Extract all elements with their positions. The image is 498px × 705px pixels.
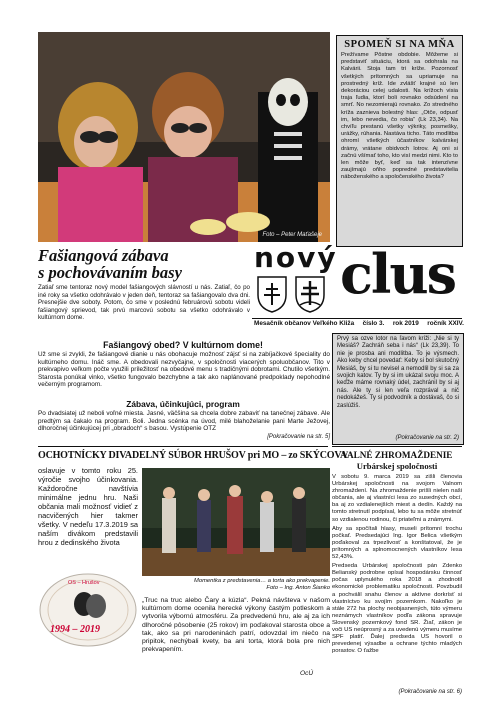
vz-rule xyxy=(332,446,462,447)
vz-body xyxy=(332,474,462,657)
spomen-title: SPOMEŇ SI NA MŇA xyxy=(344,39,455,50)
divadlo-quote: „Truc na truc alebo Čary a kúzla“. Pekná návšteva v našom kultúrnom dome ocenila herecké výkony častým potleskom a vytvorila výbornú atmosféru. Za predvedenú hru, ale aj za ich dlhoročné pôsobenie (25 rokov) im poďakoval starosta obce a tak, ako sa pri narodeninách patrí, odovzdal im niečo na pripitok, nechýbali kvety, ba ani torta, ktorá bola pre nich prekvapením. xyxy=(142,597,330,654)
masthead-volume: ročník XXIV. xyxy=(427,320,464,327)
cake-years: 1994 – 2019 xyxy=(50,624,100,635)
photo-credit: Foto – Peter Maťašeje xyxy=(262,232,322,238)
cake-text: OS – Hrušov xyxy=(68,580,100,586)
cake-photo xyxy=(38,566,138,648)
divadlo-lead: oslavuje v tomto roku 25. výročie svojho účinkovania. Každoročne navštívia minimálne jednu hru. Naši občania mali možnosť vidieť z nacvičených hier takmer všetky. V nedeľu 17.3.2019 sa naším divákom predstavili hrou z dedinského života xyxy=(38,466,138,547)
masthead-word-novy: nový xyxy=(254,241,338,274)
cross-emblem-icon xyxy=(294,275,326,313)
lotor-cont: (Pokračovanie na str. 2) xyxy=(395,435,459,441)
masthead-issue: číslo 3. xyxy=(362,320,385,327)
carnival-photo xyxy=(38,32,330,242)
lotor-box xyxy=(332,333,464,445)
zabava-title: Zábava, účinkujúci, program xyxy=(126,399,240,409)
zabava-cont: [Pokračovanie na str. 5] xyxy=(267,434,330,440)
theatre-caption xyxy=(142,578,330,592)
vz-title-line1: VALNÉ ZHROMAŽDENIE xyxy=(341,450,453,460)
cake-image xyxy=(38,566,138,648)
fasiang-body: Zatiaľ sme tentoraz nový model fašiangových slávností u nás. Zatiaľ, čo po iné roky sa všetko odohrávalo v jeden deň, tentoraz sa fašiangovalo dva dni. Presnejšie dve soboty. Potom, čo sme v poslednú februárovú sobotu videli fašiangový sprievod, tak prvú marcovú sobotu sa všetko odohrávalo v kultúrnom dome. xyxy=(38,284,250,321)
theatre-caption-text: Momentka z predstavenia… a torta ako prekvapenie. xyxy=(194,578,330,584)
lotor-body: Prvý sa ozve lotor na ľavom kríži: „Nie si ty Mesiáš? Zachráň seba i nás“ (Lk 23,39). To nie je prosba ani modlitba. To je výsmech. Ako keby chcel povedať: Keby si bol skutočný Mesiáš, by si tu nevisel a nemodlil by si sa za svojich katov. Ty by si im ukázal svoju moc. A keďže máme rovnaký údel, zachránil by si aj nás. Ale ty si len veľa rozprával a nič nedokážeš. Ty si podvodník a dostávaš, čo si zaslúžiš. xyxy=(337,336,459,409)
masthead xyxy=(252,241,462,320)
spomen-box xyxy=(336,35,463,247)
obed-body: Už sme si zvykli, že fašiangové dianie u nás obohacuje možnosť zájsť si na zabíjačkové špeciality do kultúrneho domu. Ináč sme. A obedovali nezvyčajne, v spoločnosti viacerých spoluobčanov. Tito v prekvapivo veľkom počte využili príležitosť na obedové menu s tradičnými dobrotami. Chutilo všetkým. Starosta ponúkal vinko, všetko fungovalo bezchybne a tak ako naplánované predpoklady nepohodlné večerným programom. xyxy=(38,351,330,389)
fasiang-title-line2: s pochovávaním basy xyxy=(38,263,182,282)
divadlo-rule xyxy=(38,446,328,447)
spomen-body: Prežívame Pôstne obdobie. Môžeme si predstaviť situáciu, ktorá sa odohrala na Kalvárii. Stoja tam tri kríže. Pozornosť všetkých prítomných sa upriamuje na prostredný kríž. Ide zvlášť krajné sú len dekoráciou celej udalosti. Na krížoch visia traja ľudia, ktorí boli rovnako odsúdení na smrť. No nezomierajú rovnako. Zo stredného kríža zaznieva bolestný hlas: „Otče, odpusť im, lebo nevedia, čo robia“ (Lk 23,34). Na chvíľu prestanú všetky výkriky, posmešky, urážky, rúhania. Nastáva ticho. Táto modlitba ohromí všetkých účastníkov kalvárskej drámy, vrátane obidvoch lotrov. Aj oni si začnú všímať toho, kto visí medzi nimi. Kto to len môže byť, keď sa tak intenzívne zaujímajú oňho popredné predstavitelia náboženského a spoločenského života? xyxy=(341,52,458,181)
coat-of-arms-icon xyxy=(256,275,288,313)
vz-cont: (Pokračovanie na str. 6) xyxy=(398,689,462,695)
masthead-subtitle: Mesačník občanov Veľkého Kliža xyxy=(254,320,355,327)
theatre-caption-credit: Foto – Ing. Anton Šianko xyxy=(266,585,330,591)
divadlo-author: OcÚ xyxy=(300,670,314,677)
obed-title: Fašiangový obed? V kultúrnom dome! xyxy=(103,340,263,350)
vz-title xyxy=(332,450,462,472)
vz-title-line2: Urbárskej spoločnosti xyxy=(356,461,438,471)
fasiang-title-line1: Fašiangová zábava xyxy=(38,246,169,265)
zabava-body: Po dvadsiatej už neboli voľné miesta. Jasné, väčšina sa chcela dobre zabaviť na tanečnej zábave. Ale predtým sa čakalo na program. Boli. Jedna scénka na úvod, milé blahoželanie pani Marte Ježovej, dlhoročnej účinkujúcej pri „obradoch“ s basou. Vystúpenie OTZ xyxy=(38,410,330,433)
fasiang-title xyxy=(38,247,248,281)
vz-p3: Predseda Urbárskej spoločnosti pán Zdenko Belianský podrobne opísal hospodársku činnosť počas uplynulého roka 2018 a zhodnotil ekonomické problematiku spoločnosti. Povzbudil a pochválil snahu členov a aktívne dorkrísť si vlastníctvo ku svojím pozemkom. Nakoľko je stále 272 ha plochy neobjasnených, túto výmeru neznámych vlastníkov podľa zákona spravuje Slovenský pozemkový fond SR. Žiaľ, zákon je voči US neúprosný a za uvedenú výmeru musíme SPF platiť. Ďalej predseda US hovoril o prevedenej výsadbe a ochrane týchto mladých porastov. O ťažbe xyxy=(332,563,462,655)
vz-p2: Aby sa spočítali hlasy, museli prítomní trochu počkať. Predsedajúci Ing. Igor Belica všetkým poďakoval za trpezlivosť a konštatoval, že je prítomných a splnomocnených vlastníkov lesa 52,43%. xyxy=(332,525,462,561)
masthead-rule xyxy=(252,318,462,319)
theatre-photo xyxy=(142,468,330,576)
vz-p1: V sobotu 9. marca 2019 sa zišli členovia Urbárskej spoločnosti na svojom Valnom zhromaždení. Na zhromaždenie prišli nielen naši občania, ale aj vlastníci lesa zo susedných obcí, ba aj zo vzdialenejších miest a dedín. Každý na tomto stretnutí podpísal, lebo tu sa môže stretnúť so vzdialenou rodinou, či priateľmi a známymi. xyxy=(332,474,462,523)
masthead-info xyxy=(254,320,464,327)
divadlo-title: OCHOTNÍCKY DIVADELNÝ SÚBOR HRUŠOV pri MO – zo SKÝCOVA xyxy=(38,450,348,461)
masthead-year: rok 2019 xyxy=(392,320,419,327)
theatre-photo-image xyxy=(142,468,330,576)
carnival-photo-image xyxy=(38,32,330,242)
masthead-word-clus: clus xyxy=(340,242,456,306)
